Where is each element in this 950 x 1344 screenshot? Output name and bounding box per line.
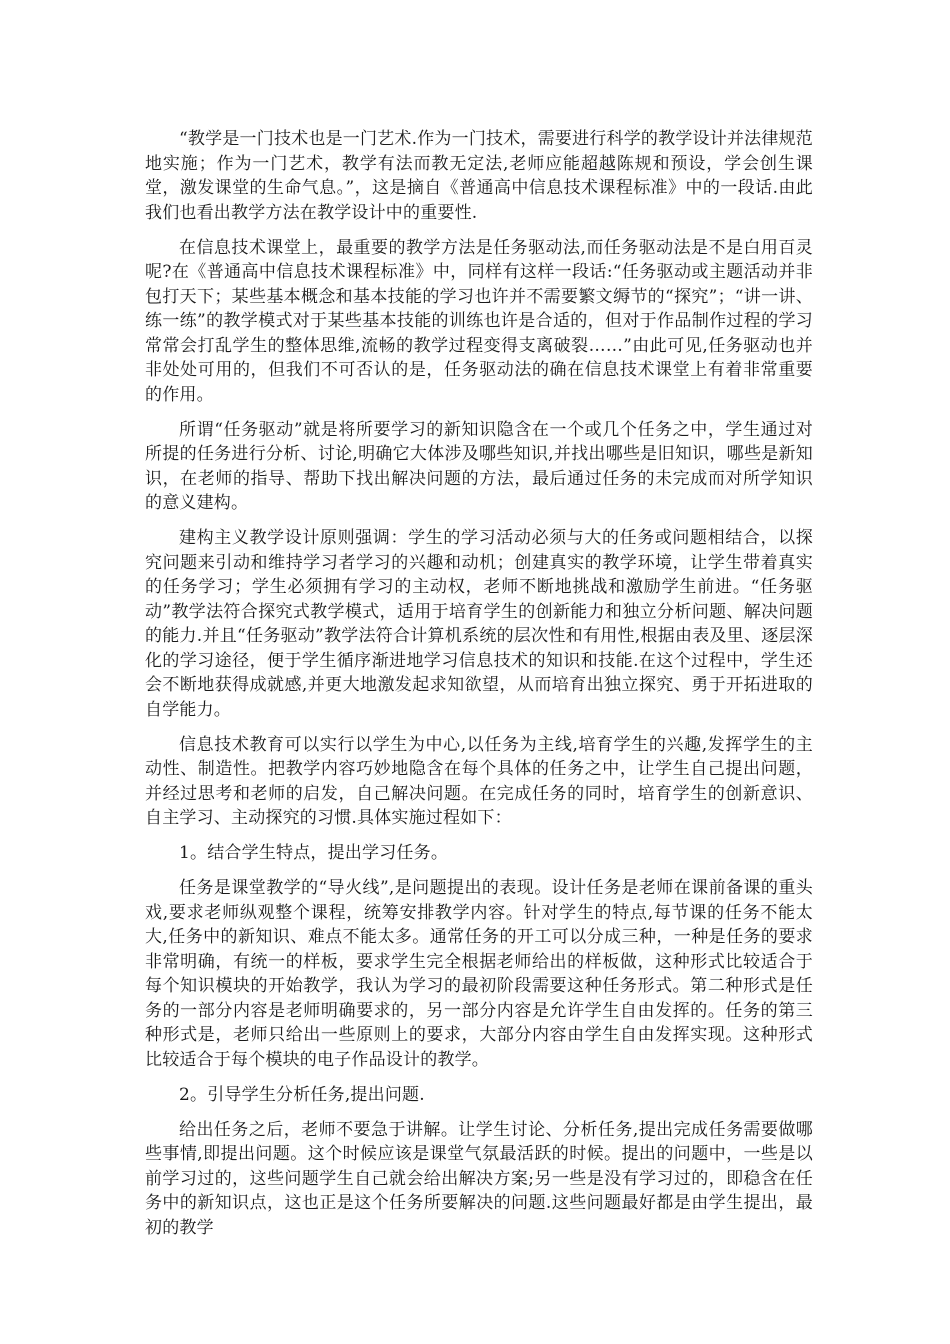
paragraph-task-driven-method: 在信息技术课堂上，最重要的教学方法是任务驱动法,而任务驱动法是不是白用百灵呢?在《普通高中信息技术课程标准》中，同样有这样一段话:“任务驱动或主题活动并非包打天下；某些基本概念和基本技能的学习也许并不需要繁文缛节的“探究”；“讲一讲、练一练”的教学模式对于某些基本技能的训练也许是合适的，但对于作品制作过程的学习常常会打乱学生的整体思维,流畅的教学过程变得支离破裂……”由此可见,任务驱动也并非处处可用的，但我们不可否认的是，任务驱动法的确在信息技术课堂上有着非常重要的作用。 — [145, 237, 813, 405]
section-heading-2: 2。引导学生分析任务,提出问题. — [179, 1084, 425, 1105]
paragraph-task-driven-definition: 所谓“任务驱动”就是将所要学习的新知识隐含在一个或几个任务之中，学生通过对所提的任务进行分析、讨论,明确它大体涉及哪些知识,并找出哪些是旧知识，哪些是新知识，在老师的指导、帮助下找出解决问题的方法，最后通过任务的未完成而对所学知识的意义建构。 — [145, 419, 813, 513]
paragraph-constructivist-principles: 建构主义教学设计原则强调：学生的学习活动必须与大的任务或问题相结合，以探究问题来引动和维持学习者学习的兴趣和动机；创建真实的教学环境，让学生带着真实的任务学习；学生必须拥有学习的主动权，老师不断地挑战和激励学生前进。“任务驱动”教学法符合探究式教学模式，适用于培育学生的创新能力和独立分析问题、解决问题的能力.并且“任务驱动”教学法符合计算机系统的层次性和有用性,根据由表及里、逐层深化的学习途径，便于学生循序渐进地学习信息技术的知识和技能.在这个过程中，学生还会不断地获得成就感,并更大地激发起求知欲望，从而培育出独立探究、勇于开拓进取的自学能力。 — [145, 528, 813, 720]
paragraph-quote-curriculum-standard: “教学是一门技术也是一门艺术.作为一门技术，需要进行科学的教学设计并法律规范地实施；作为一门艺术，教学有法而教无定法,老师应能超越陈规和预设，学会创生课堂，激发课堂的生命气息。”，这是摘自《普通高中信息技术课程标准》中的一段话.由此我们也看出教学方法在教学设计中的重要性. — [145, 129, 813, 223]
paragraph-task-design: 任务是课堂教学的“导火线”,是问题提出的表现。设计任务是老师在课前备课的重头戏,要求老师纵观整个课程，统筹安排教学内容。针对学生的特点,每节课的任务不能太大,任务中的新知识、难点不能太多。通常任务的开工可以分成三种，一种是任务的要求非常明确，有统一的样板，要求学生完全根据老师给出的样板做，这种形式比较适合于每个知识模块的开始教学，我认为学习的最初阶段需要这种任务形式。第二种形式是任务的一部分内容是老师明确要求的，另一部分内容是允许学生自由发挥的。任务的第三种形式是，老师只给出一些原则上的要求，大部分内容由学生自由发挥实现。这种形式比较适合于每个模块的电子作品设计的教学。 — [145, 878, 813, 1070]
paragraph-student-centered: 信息技术教育可以实行以学生为中心,以任务为主线,培育学生的兴趣,发挥学生的主动性、制造性。把教学内容巧妙地隐含在每个具体的任务之中，让学生自己提出问题，并经过思考和老师的启发，自己解决问题。在完成任务的同时，培育学生的创新意识、自主学习、主动探究的习惯.具体实施过程如下： — [145, 734, 813, 828]
section-heading-1: 1。结合学生特点，提出学习任务。 — [179, 843, 449, 863]
document-body — [145, 127, 813, 1251]
paragraph-task-analysis: 给出任务之后，老师不要急于讲解。让学生讨论、分析任务,提出完成任务需要做哪些事情,即提出问题。这个时候应该是课堂气氛最活跃的时候。提出的问题中，一些是以前学习过的，这些问题学生自己就会给出解决方案;另一些是没有学习过的，即稳含在任务中的新知识点，这也正是这个任务所要解决的问题.这些问题最好都是由学生提出，最初的教学 — [145, 1119, 813, 1238]
